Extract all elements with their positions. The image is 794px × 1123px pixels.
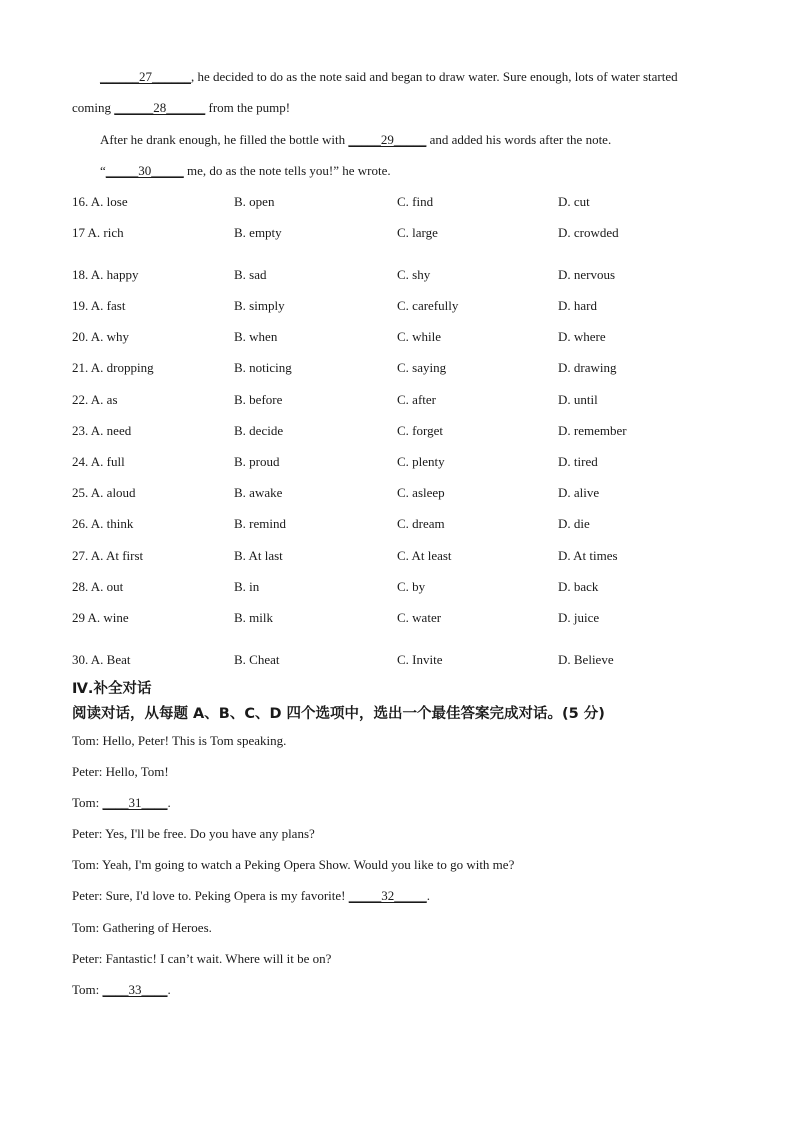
option-b[interactable]: B. milk (234, 610, 274, 625)
option-a[interactable]: 23. A. need (72, 423, 132, 438)
option-c[interactable]: C. shy (397, 267, 431, 282)
question-row (72, 454, 732, 470)
option-a[interactable]: 28. A. out (72, 579, 124, 594)
passage-text: from the pump! (205, 100, 291, 115)
dialogue-line (72, 733, 286, 749)
question-row (72, 652, 732, 668)
option-b[interactable]: B. remind (234, 516, 286, 531)
option-d[interactable]: D. Believe (558, 652, 614, 667)
option-a[interactable]: 18. A. happy (72, 267, 139, 282)
option-d[interactable]: D. back (558, 579, 599, 594)
option-b[interactable]: B. empty (234, 225, 282, 240)
question-row (72, 360, 732, 376)
option-b[interactable]: B. noticing (234, 360, 292, 375)
option-b[interactable]: B. simply (234, 298, 285, 313)
blank-30[interactable]: _____30_____ (105, 163, 184, 178)
option-b[interactable]: B. At last (234, 548, 283, 563)
question-row (72, 392, 732, 408)
question-row (72, 579, 732, 595)
option-c[interactable]: C. by (397, 579, 426, 594)
dialogue-text: Tom: Hello, Peter! This is Tom speaking. (72, 733, 287, 748)
option-d[interactable]: D. until (558, 392, 598, 407)
dialogue-text: . (426, 888, 430, 903)
option-a[interactable]: 29 A. wine (72, 610, 129, 625)
option-c[interactable]: C. asleep (397, 485, 445, 500)
dialogue-text: Tom: Yeah, I'm going to watch a Peking Opera Show. Would you like to go with me? (72, 857, 515, 872)
dialogue-line (72, 920, 212, 936)
blank-28[interactable]: ______28______ (114, 100, 206, 115)
dialogue-line (72, 795, 171, 811)
option-c[interactable]: C. after (397, 392, 436, 407)
option-d[interactable]: D. cut (558, 194, 590, 209)
option-a[interactable]: 25. A. aloud (72, 485, 136, 500)
question-row (72, 516, 732, 532)
option-b[interactable]: B. when (234, 329, 278, 344)
question-row (72, 423, 732, 439)
option-c[interactable]: C. dream (397, 516, 445, 531)
dialogue-line (72, 982, 171, 998)
option-d[interactable]: D. tired (558, 454, 598, 469)
question-row (72, 485, 732, 501)
passage-text: , he decided to do as the note said and began to draw water. Sure enough, lots of water started (191, 69, 678, 84)
option-d[interactable]: D. drawing (558, 360, 617, 375)
option-a[interactable]: 27. A. At first (72, 548, 144, 563)
dialogue-text: Tom: (72, 982, 103, 997)
passage-text: me, do as the note tells you!” he wrote. (183, 163, 391, 178)
option-a[interactable]: 17 A. rich (72, 225, 124, 240)
option-d[interactable]: D. hard (558, 298, 597, 313)
blank-29[interactable]: _____29_____ (348, 132, 427, 147)
option-a[interactable]: 26. A. think (72, 516, 134, 531)
question-row (72, 225, 732, 241)
passage-line-3 (100, 132, 611, 148)
dialogue-line (72, 826, 315, 842)
option-c[interactable]: C. find (397, 194, 434, 209)
passage-text: and added his words after the note. (426, 132, 612, 147)
dialogue-text: Peter: Sure, I'd love to. Peking Opera is my favorite! (72, 888, 349, 903)
option-c[interactable]: C. water (397, 610, 442, 625)
option-c[interactable]: C. Invite (397, 652, 443, 667)
option-b[interactable]: B. awake (234, 485, 283, 500)
option-a[interactable]: 24. A. full (72, 454, 125, 469)
dialogue-blank[interactable]: ____33____ (102, 982, 168, 997)
question-row (72, 610, 732, 626)
dialogue-text: Tom: Gathering of Heroes. (72, 920, 212, 935)
option-a[interactable]: 21. A. dropping (72, 360, 154, 375)
question-row (72, 267, 732, 283)
option-a[interactable]: 30. A. Beat (72, 652, 131, 667)
dialogue-text: Peter: Fantastic! I can’t wait. Where will it be on? (72, 951, 332, 966)
option-b[interactable]: B. proud (234, 454, 280, 469)
option-d[interactable]: D. crowded (558, 225, 619, 240)
blank-27[interactable]: ______27______ (100, 69, 191, 84)
dialogue-text: . (167, 795, 171, 810)
section-title: Ⅳ.补全对话 (72, 681, 152, 697)
dialogue-text: . (167, 982, 171, 997)
dialogue-line (72, 857, 514, 873)
option-d[interactable]: D. die (558, 516, 590, 531)
option-d[interactable]: D. remember (558, 423, 627, 438)
passage-line-4 (100, 163, 391, 179)
section-instruction: 阅读对话，从每题 A、B、C、D 四个选项中，选出一个最佳答案完成对话。(5 分) (72, 706, 605, 722)
option-c[interactable]: C. At least (397, 548, 452, 563)
option-c[interactable]: C. plenty (397, 454, 445, 469)
option-a[interactable]: 16. A. lose (72, 194, 128, 209)
dialogue-text: Tom: (72, 795, 103, 810)
option-b[interactable]: B. sad (234, 267, 267, 282)
option-c[interactable]: C. while (397, 329, 442, 344)
passage-line-2 (72, 100, 290, 116)
dialogue-line (72, 888, 430, 904)
passage-line-1 (100, 69, 678, 85)
option-b[interactable]: B. in (234, 579, 260, 594)
option-d[interactable]: D. where (558, 329, 606, 344)
option-b[interactable]: B. Cheat (234, 652, 280, 667)
option-c[interactable]: C. large (397, 225, 438, 240)
question-row (72, 548, 732, 564)
passage-text: “ (100, 163, 106, 178)
question-row (72, 194, 732, 210)
passage-text: coming (72, 100, 115, 115)
option-b[interactable]: B. open (234, 194, 275, 209)
option-c[interactable]: C. saying (397, 360, 447, 375)
question-row (72, 329, 732, 345)
passage-text: After he drank enough, he filled the bottle with (100, 132, 349, 147)
option-b[interactable]: B. decide (234, 423, 284, 438)
option-c[interactable]: C. carefully (397, 298, 459, 313)
option-d[interactable]: D. juice (558, 610, 600, 625)
option-a[interactable]: 20. A. why (72, 329, 130, 344)
option-a[interactable]: 22. A. as (72, 392, 118, 407)
dialogue-blank[interactable]: ____31____ (102, 795, 168, 810)
option-b[interactable]: B. before (234, 392, 283, 407)
question-row (72, 298, 732, 314)
option-d[interactable]: D. nervous (558, 267, 616, 282)
dialogue-line (72, 764, 169, 780)
option-c[interactable]: C. forget (397, 423, 443, 438)
option-a[interactable]: 19. A. fast (72, 298, 126, 313)
option-d[interactable]: D. At times (558, 548, 618, 563)
dialogue-line (72, 951, 331, 967)
option-d[interactable]: D. alive (558, 485, 600, 500)
dialogue-blank[interactable]: _____32_____ (348, 888, 427, 903)
dialogue-text: Peter: Hello, Tom! (72, 764, 169, 779)
dialogue-text: Peter: Yes, I'll be free. Do you have any plans? (72, 826, 315, 841)
